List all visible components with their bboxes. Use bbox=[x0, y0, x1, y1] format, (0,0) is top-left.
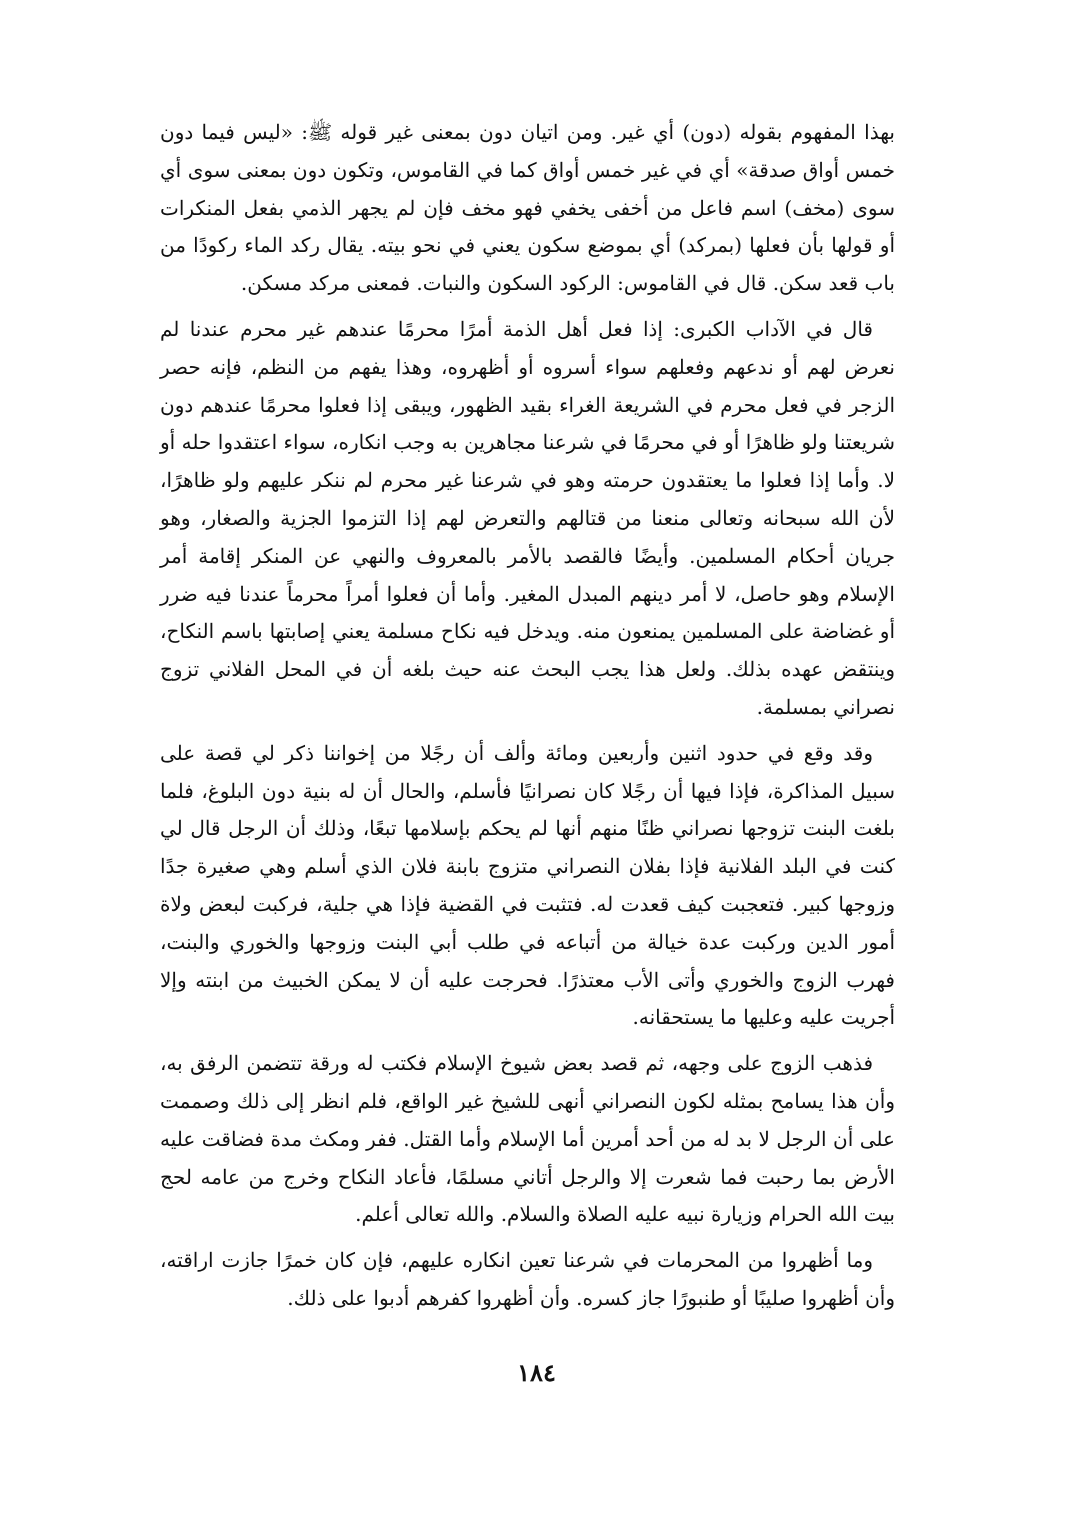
page-number: ١٨٤ bbox=[517, 1358, 556, 1387]
body-text bbox=[160, 114, 895, 1326]
paragraph-1: بهذا المفهوم بقوله (دون) أي غير. ومن اتيان دون بمعنى غير قوله ﷺ: «ليس فيما دون خمس أواق صدقة» أي في غير خمس أواق كما في القاموس، وتكون دون بمعنى سوى أي سوى (مخف) اسم فاعل من أخفى يخفي فهو مخف فإن لم يجهر الذمي بفعل المنكرات أو قولها بأن فعلها (بمركد) أي بموضع سكون يعني في نحو بيته. يقال ركد الماء ركودًا من باب قعد سكن. قال في القاموس: الركود السكون والنبات. فمعنى مركد مسكن. bbox=[160, 120, 895, 296]
paragraph-4: فذهب الزوج على وجهه، ثم قصد بعض شيوخ الإسلام فكتب له ورقة تتضمن الرفق به، وأن هذا يسامح بمثله لكون النصراني أنهى للشيخ غير الواقع، فلم انظر إلى ذلك وصممت على أن الرجل لا بد له من أحد أمرين أما الإسلام وأما القتل. ففر ومكث مدة فضاقت عليه الأرض بما رحبت فما شعرت إلا والرجل أتاني مسلمًا، فأعاد النكاح وخرج من عامه لحج بيت الله الحرام وزيارة نبيه عليه الصلاة والسلام. والله تعالى أعلم. bbox=[160, 1051, 895, 1227]
paragraph-5: وما أظهروا من المحرمات في شرعنا تعين انكاره عليهم، فإن كان خمرًا جازت اراقته، وأن أظهروا صليبًا أو طنبورًا جاز كسره. وأن أظهروا كفرهم أدبوا على ذلك. bbox=[160, 1248, 895, 1310]
paragraph-3: وقد وقع في حدود اثنين وأربعين ومائة وألف أن رجًلا من إخواننا ذكر لي قصة على سبيل المذاكرة، فإذا فيها أن رجًلا كان نصرانيًا فأسلم، والحال أن له بنية دون البلوغ، فلما بلغت البنت تزوجها نصراني ظنًا منهم أنها لم يحكم بإسلامها تبعًا، وذلك أن الرجل قال لي كنت في البلد الفلانية فإذا بفلان النصراني متزوج بابنة فلان الذي أسلم وهي صغيرة جدًا وزوجها كبير. فتعجبت كيف قعدت له. فتثبت في القضية فإذا هي جلية، فركبت لبعض ولاة أمور الدين وركبت عدة خيالة من أتباعه في طلب أبي البنت وزوجها والخوري والبنت، فهرب الزوج والخوري وأتى الأب معتذرًا. فحرجت عليه أن لا يمكن الخبيث من ابنته وإلا أجريت عليه وعليها ما يستحقانه. bbox=[160, 740, 896, 1030]
paragraph-2: قال في الآداب الكبرى: إذا فعل أهل الذمة أمرًا محرمًا عندهم غير محرم عندنا لم نعرض لهم أو ندعهم وفعلهم سواء أسروه أو أظهروه، وهذا يفهم من النظم، فإنه حصر الزجر في فعل محرم في الشريعة الغراء بقيد الظهور، ويبقى إذا فعلوا محرمًا عندهم دون شريعتنا ولو ظاهرًا أو في محرمًا في شرعنا مجاهرين به وجب انكاره، سواء اعتقدوا حله أو لا. وأما إذا فعلوا ما يعتقدون حرمته وهو في شرعنا غير محرم لم ننكر عليهم ولو ظاهرًا، لأن الله سبحانه وتعالى منعنا من قتالهم والتعرض لهم إذا التزموا الجزية والصغار، وهو جريان أحكام المسلمين. وأيضًا فالقصد بالأمر بالمعروف والنهي عن المنكر إقامة أمر الإسلام وهو حاصل، لا أمر دينهم المبدل المغير. وأما أن فعلوا أمراً محرماً عندنا فيه ضرر أو غضاضة على المسلمين يمنعون منه. ويدخل فيه نكاح مسلمة يعني إصابتها باسم النكاح، وينتقض عهده بذلك. ولعل هذا يجب البحث عنه حيث بلغه أن في المحل الفلاني تزوج نصراني بمسلمة. bbox=[160, 316, 895, 719]
